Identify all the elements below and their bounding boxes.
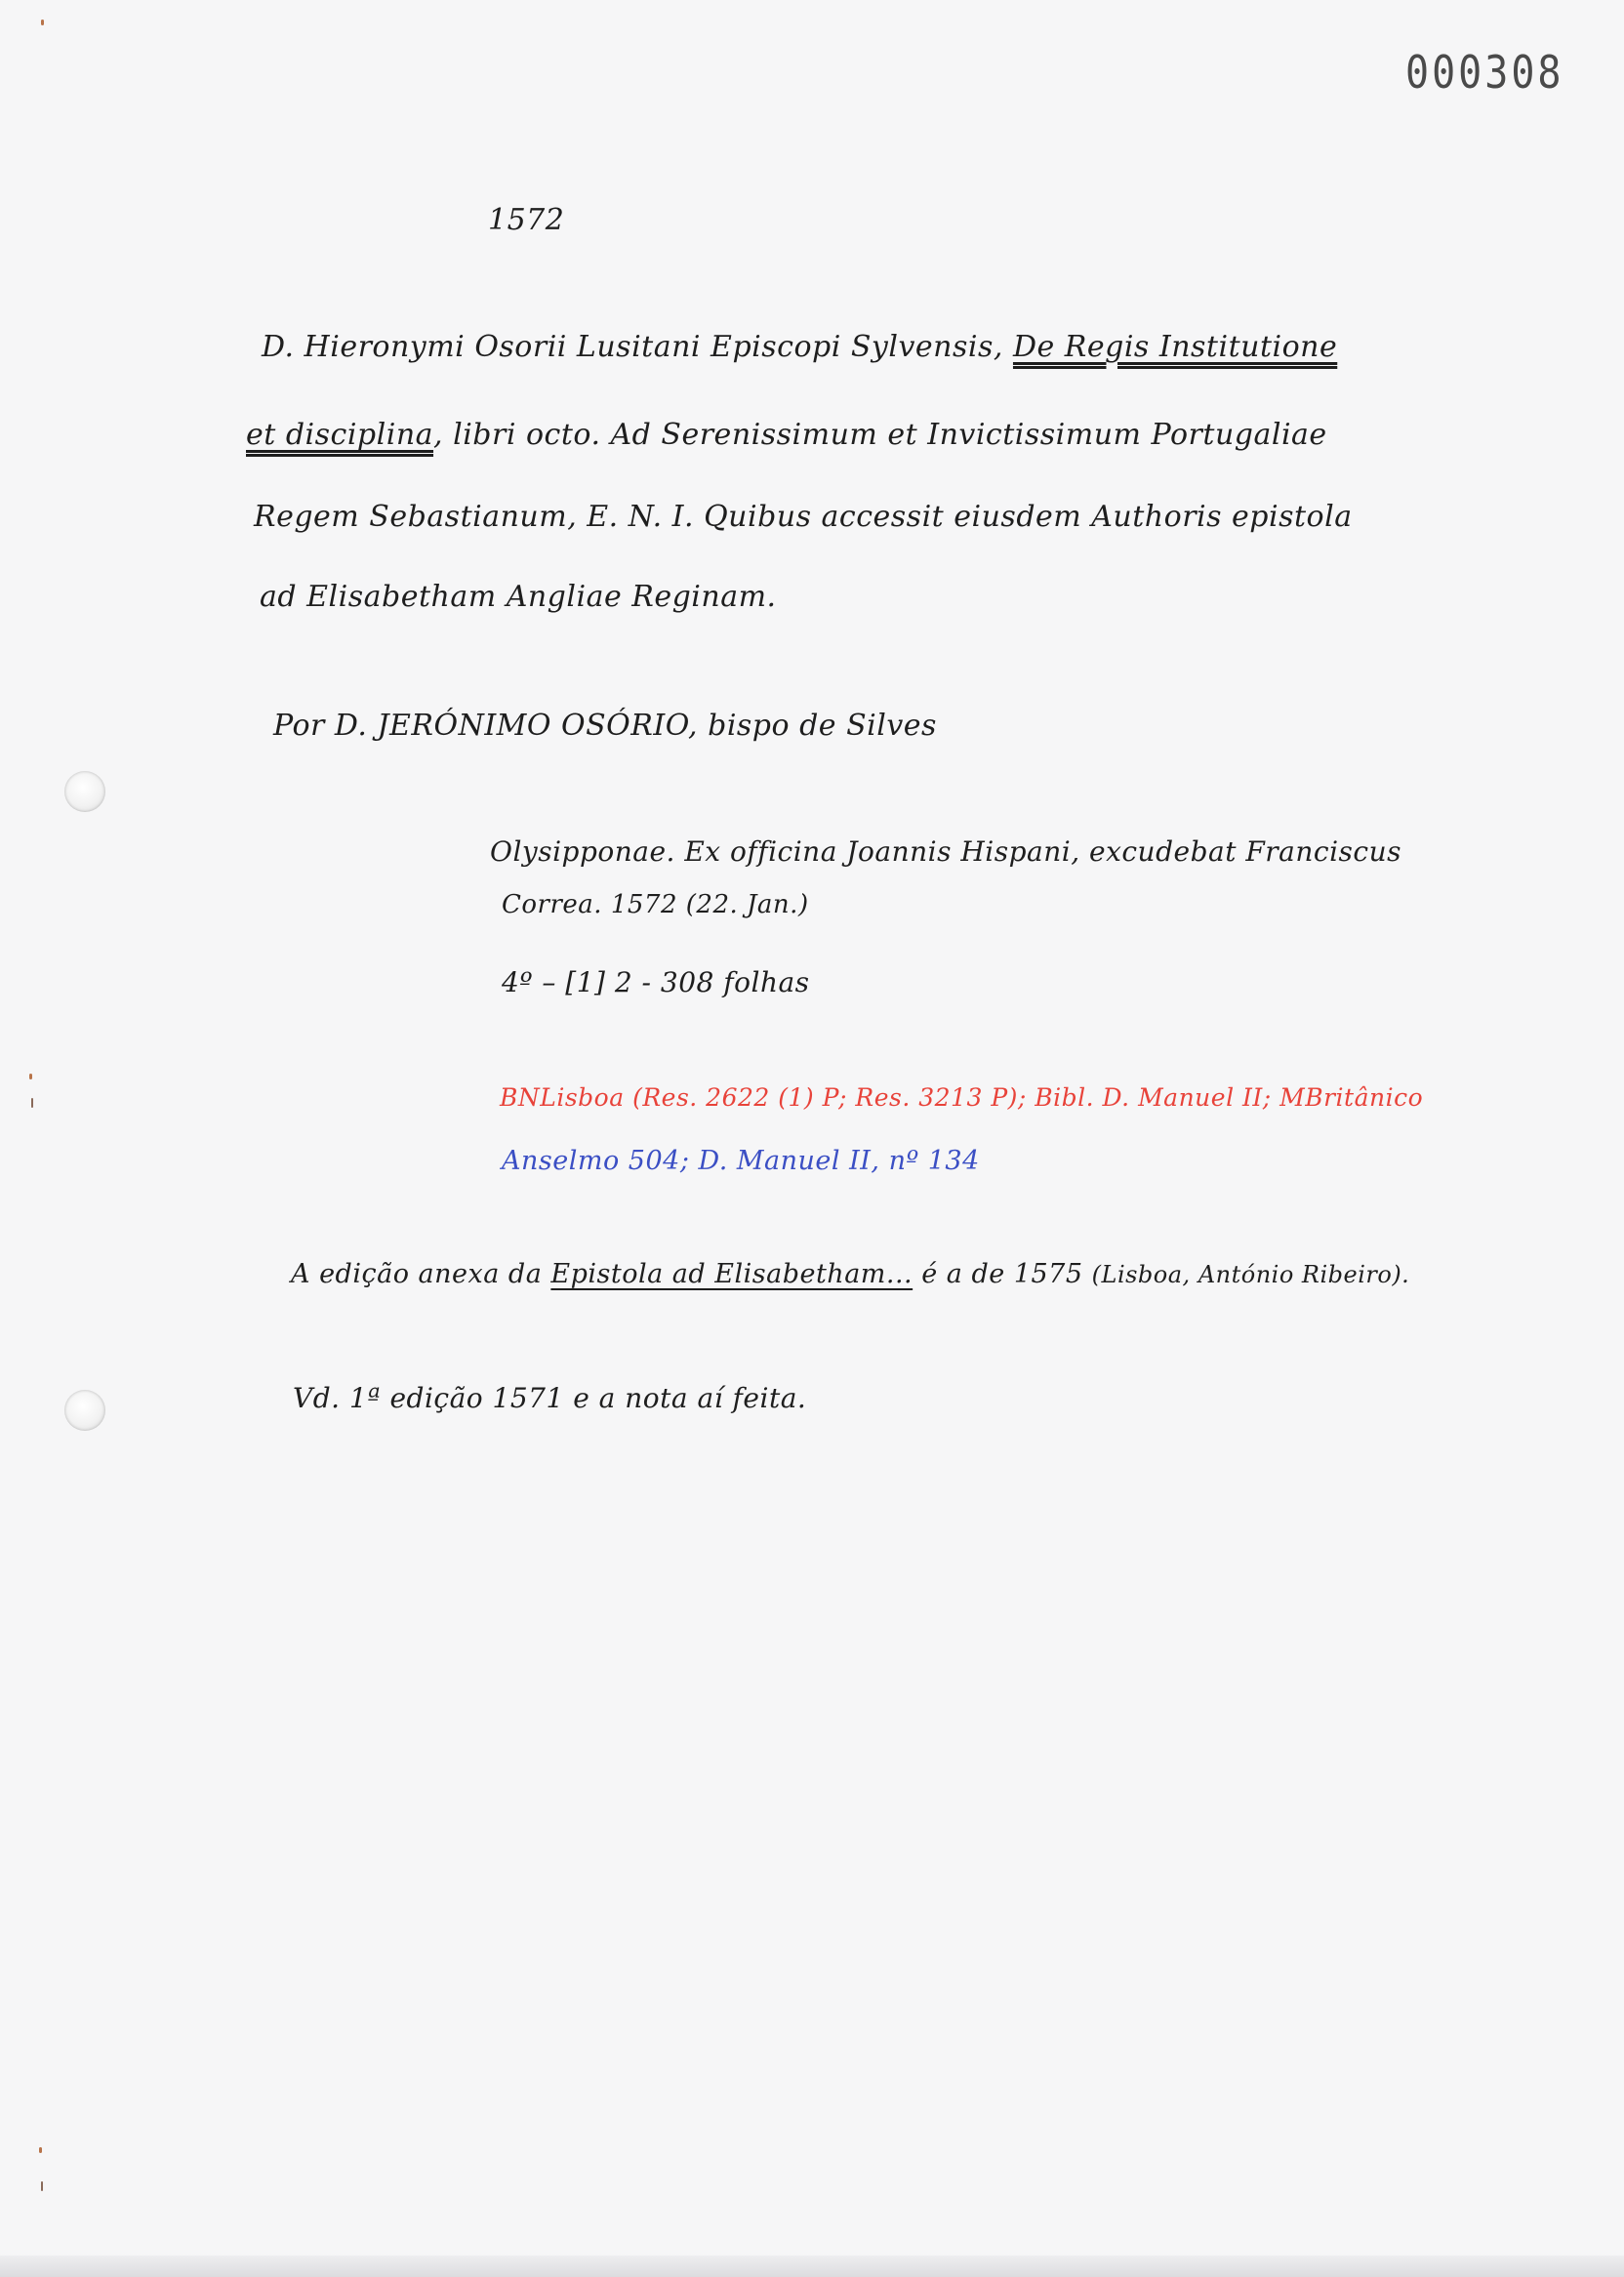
paper-speck — [29, 1074, 32, 1079]
note-1-prefix: A edição anexa da — [291, 1259, 543, 1289]
collation-line: 4º – [1] 2 - 308 folhas — [502, 966, 810, 998]
title-line-3: Regem Sebastianum, E. N. I. Quibus accessit eiusdem Authoris epistola — [254, 500, 1353, 534]
paper-speck — [41, 20, 44, 25]
note-line-2: Vd. 1ª edição 1571 e a nota aí feita. — [293, 1382, 807, 1414]
title-line-2 — [246, 418, 1327, 452]
imprint-line-2: Correa. 1572 (22. Jan.) — [502, 890, 809, 919]
paper-speck — [31, 1098, 33, 1108]
title-line-1 — [262, 330, 1337, 364]
imprint-line-1: Olysipponae. Ex officina Joannis Hispani, excudebat Franciscus — [490, 835, 1401, 868]
title-underlined-part-1: De Regis Institutione — [1012, 330, 1338, 364]
year-heading: 1572 — [488, 203, 565, 237]
title-underlined-part-2: et disciplina — [246, 418, 434, 452]
page-stamp-number: 000308 — [1405, 47, 1564, 100]
holdings-red-line: BNLisboa (Res. 2622 (1) P; Res. 3213 P); Bibl. D. Manuel II; MBritânico — [500, 1083, 1424, 1112]
holdings-blue-line: Anselmo 504; D. Manuel II, nº 134 — [502, 1146, 980, 1176]
note-line-1 — [291, 1259, 1409, 1289]
note-1-small: (Lisboa, António Ribeiro). — [1091, 1261, 1410, 1288]
title-line-4: ad Elisabetham Angliae Reginam. — [260, 580, 777, 614]
scan-bottom-edge — [0, 2256, 1624, 2277]
paper-speck — [41, 2181, 43, 2191]
note-1-suffix: é a de 1575 — [921, 1259, 1083, 1289]
punch-hole — [64, 1390, 105, 1431]
title-line-2-rest: , libri octo. Ad Serenissimum et Invictissimum Portugaliae — [433, 418, 1327, 452]
title-line-1-prefix: D. Hieronymi Osorii Lusitani Episcopi Sylvensis, — [262, 330, 1003, 364]
author-line: Por D. JERÓNIMO OSÓRIO, bispo de Silves — [273, 709, 937, 743]
paper-speck — [39, 2147, 42, 2153]
punch-hole — [64, 771, 105, 812]
note-1-underlined: Epistola ad Elisabetham... — [550, 1259, 914, 1289]
